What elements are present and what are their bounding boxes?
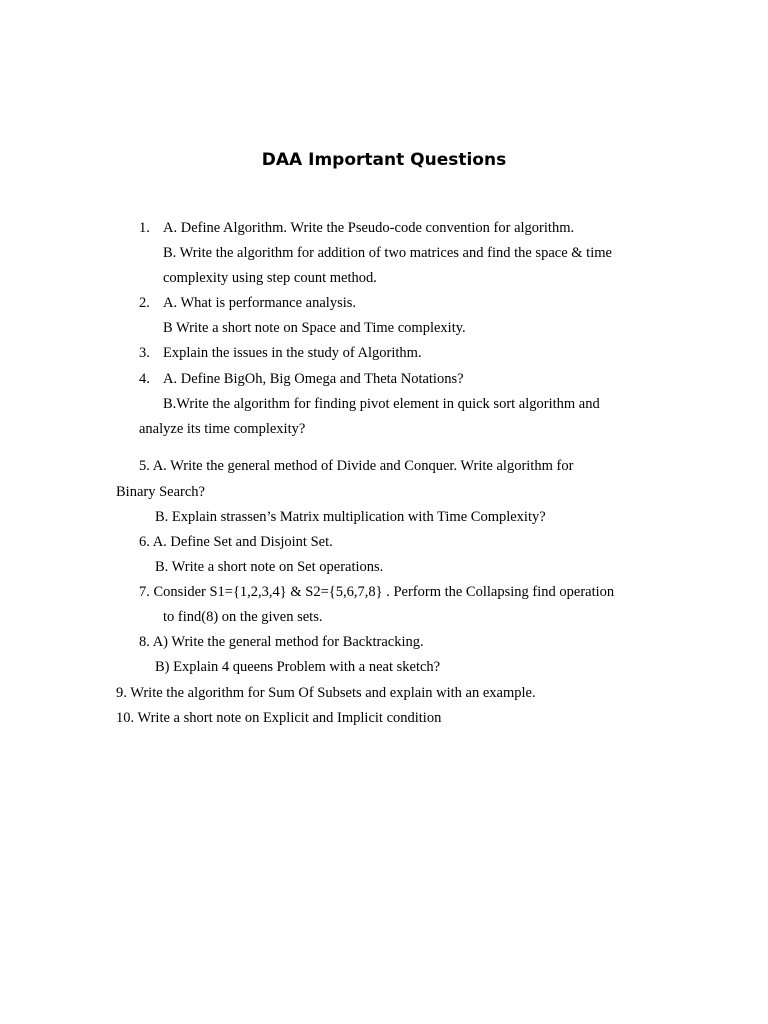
- question-8-part-b: B) Explain 4 queens Problem with a neat sketch?: [155, 659, 441, 675]
- question-4-part-b: B.Write the algorithm for finding pivot element in quick sort algorithm and: [163, 396, 600, 412]
- question-2-number: 2.: [139, 295, 150, 311]
- question-2-part-a: A. What is performance analysis.: [163, 295, 357, 311]
- question-6-part-a: 6. A. Define Set and Disjoint Set.: [139, 534, 333, 550]
- question-7-text-continued: to find(8) on the given sets.: [163, 609, 323, 625]
- question-1-part-b-continued: complexity using step count method.: [163, 270, 377, 286]
- page-title: DAA Important Questions: [261, 150, 507, 170]
- question-10-text: 10. Write a short note on Explicit and Implicit condition: [116, 710, 442, 726]
- question-5-part-b: B. Explain strassen’s Matrix multiplication with Time Complexity?: [155, 509, 546, 525]
- question-9-text: 9. Write the algorithm for Sum Of Subsets and explain with an example.: [116, 685, 536, 701]
- question-4-part-a: A. Define BigOh, Big Omega and Theta Notations?: [163, 371, 464, 387]
- question-7-text: 7. Consider S1={1,2,3,4} & S2={5,6,7,8} . Perform the Collapsing find operation: [139, 584, 615, 600]
- question-3-number: 3.: [139, 345, 150, 361]
- question-4-part-b-continued: analyze its time complexity?: [139, 421, 306, 437]
- question-2-part-b: B Write a short note on Space and Time complexity.: [163, 320, 466, 336]
- question-4-number: 4.: [139, 371, 150, 387]
- question-6-part-b: B. Write a short note on Set operations.: [155, 559, 384, 575]
- question-1-part-b: B. Write the algorithm for addition of two matrices and find the space & time: [163, 245, 612, 261]
- question-1-part-a: A. Define Algorithm. Write the Pseudo-code convention for algorithm.: [163, 220, 575, 236]
- question-5-part-a-continued: Binary Search?: [116, 484, 205, 500]
- question-8-part-a: 8. A) Write the general method for Backtracking.: [139, 634, 424, 650]
- question-3-text: Explain the issues in the study of Algorithm.: [163, 345, 422, 361]
- question-1-number: 1.: [139, 220, 150, 236]
- question-5-part-a: 5. A. Write the general method of Divide and Conquer. Write algorithm for: [139, 458, 574, 474]
